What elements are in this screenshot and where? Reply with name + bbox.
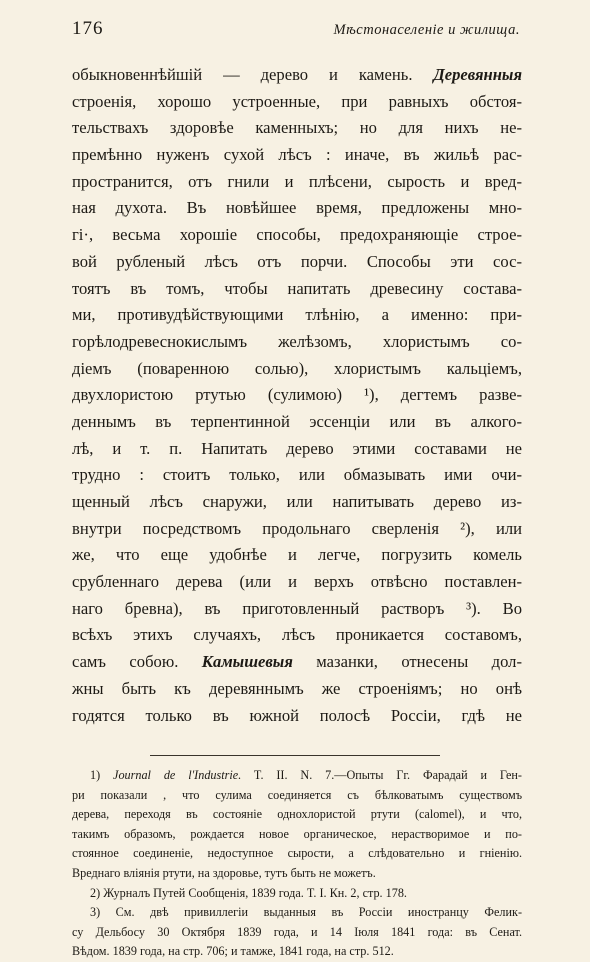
text-line: срубленнаго дерева (или и верхъ отвѣсно поставлен-	[72, 572, 522, 592]
text-line: тельствахъ здоровѣе каменныхъ; но для нихъ не-	[72, 118, 522, 138]
footnote-line: такимъ образомъ, рождается новое органическое, нерастворимое и по-	[72, 826, 522, 841]
text-line: премѣнно нуженъ сухой лѣсъ : иначе, въ жильѣ рас-	[72, 145, 522, 165]
text-line: трудно : стоитъ только, или обмазывать ими очи-	[72, 465, 522, 485]
text-line: жны быть къ деревяннымъ же строеніямъ; но онѣ	[72, 678, 522, 698]
text-line: же, что еще удобнѣе и легче, погрузить комель	[72, 545, 522, 565]
footnote-line: 3) См. двѣ привиллегіи выданныя въ Россіи иностранцу Фелик-	[90, 905, 522, 920]
emphasized-term: Камышевыя	[201, 652, 293, 672]
footnote-line: дерева, переходя въ состояніе однохлористой ртути (calomel), и что,	[72, 807, 522, 822]
text-line: горѣлодревеснокислымъ желѣзомъ, хлористымъ со-	[72, 331, 522, 351]
footnote-line: 1) Journal de l'Industrie. T. II. N. 7.—Опыты Гг. Фарадай и Ген-	[90, 768, 522, 782]
footnote-line: ри показали , что сулима соединяется съ бѣлковатымъ существомъ	[72, 787, 522, 802]
text-line: тоятъ въ томъ, чтобы напитать древесину состава-	[72, 278, 522, 298]
footnote-line: Вѣдом. 1839 года, на стр. 706; и тамже, 1841 года, на стр. 512.	[72, 944, 394, 959]
footnote-line: стоянное соединеніе, недоступное сырости, а слѣдовательно и гніенію.	[72, 846, 522, 861]
text-line: пространится, отъ гнили и плѣсени, сырость и вред-	[72, 171, 522, 191]
text-line: гі·, весьма хорошіе способы, предохраняющіе строе-	[72, 225, 522, 245]
text-line: вой рубленый лѣсъ отъ порчи. Способы эти сос-	[72, 251, 522, 271]
main-text	[72, 62, 522, 729]
text-line: строенія, хорошо устроенные, при равныхъ обстоя-	[72, 91, 522, 111]
footnote-line: су Дельбосу 30 Октября 1839 года, и 14 Іюля 1841 года: въ Сенат.	[72, 924, 522, 939]
footnotes	[72, 766, 522, 962]
footnote-divider	[150, 755, 440, 756]
page-header	[72, 18, 520, 44]
text-line: всѣхъ этихъ случаяхъ, лѣсъ проникается составомъ,	[72, 625, 522, 645]
text-line: внутри посредствомъ продольнаго сверленія ²), или	[72, 518, 522, 538]
emphasized-term: Деревянныя	[433, 65, 522, 84]
text-line: ная духота. Въ новѣйшее время, предложены мно-	[72, 198, 522, 218]
footnote-line: 2) Журналъ Путей Сообщенія, 1839 года. T. I. Кн. 2, стр. 178.	[90, 885, 407, 900]
page-number: 176	[72, 18, 104, 39]
text-line: лѣ, и т. п. Напитать дерево этими составами не	[72, 438, 522, 458]
text-line: ми, противудѣйствующими тлѣнію, а именно: при-	[72, 305, 522, 325]
running-title: Мѣстонаселеніе и жилища.	[333, 22, 520, 38]
text-line: діемъ (поваренною солью), хлористымъ кальціемъ,	[72, 358, 522, 378]
text-line: годятся только въ южной полосѣ Россіи, гдѣ не	[72, 705, 522, 725]
text-line: самъ собою. Камышевыя мазанки, отнесены дол-	[72, 652, 522, 672]
text-line: наго бревна), въ приготовленный растворъ ³). Во	[72, 598, 522, 618]
text-line: щенный лѣсъ снаружи, или напитывать дерево из-	[72, 492, 522, 511]
text-line: обыкновеннѣйшій — дерево и камень. Деревянныя	[72, 65, 522, 84]
footnote-line: Вреднаго вліянія ртути, на здоровье, тутъ быть не можетъ.	[72, 865, 376, 880]
text-line: двухлористою ртутью (сулимою) ¹), дегтемъ разве-	[72, 385, 522, 405]
text-line: деннымъ въ терпентинной эссенціи или въ алкого-	[72, 411, 522, 431]
